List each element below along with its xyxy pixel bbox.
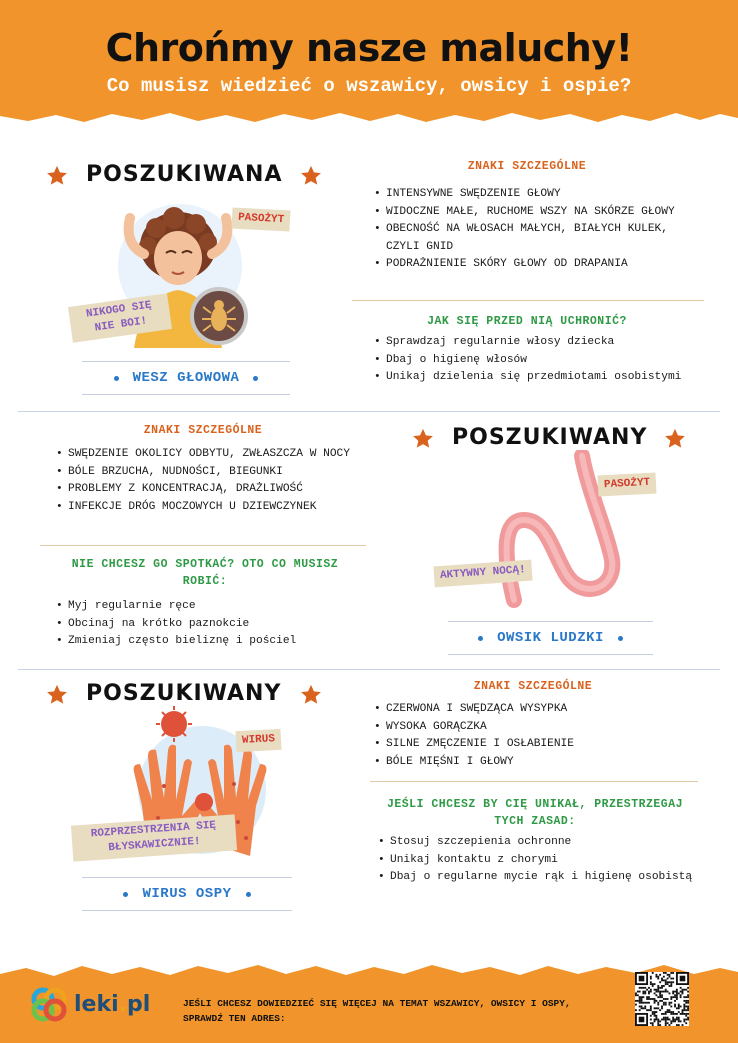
lice-protect-list xyxy=(374,334,694,387)
list-item: • BÓLE MIĘŚNI I GŁOWY xyxy=(374,754,694,772)
divider xyxy=(352,300,704,301)
tag-fearless: NIKOGO SIĘ NIE BOI! xyxy=(68,293,172,343)
bullet-dot xyxy=(123,892,128,897)
bullet-dot xyxy=(253,376,258,381)
list-item: • PODRAŻNIENIE SKÓRY GŁOWY OD DRAPANIA xyxy=(374,256,704,274)
leki-logo-icon xyxy=(30,985,68,1023)
tag-spreads-fast: ROZPRZESTRZENIA SIĘ BŁYSKAWICZNIE! xyxy=(71,814,237,861)
list-item: • Zmieniaj często bieliznę i pościel xyxy=(56,633,366,651)
list-item: • Dbaj o regularne mycie rąk i higienę osobistą xyxy=(378,869,698,887)
pinworm-name-label xyxy=(448,621,653,655)
section-divider xyxy=(18,411,720,412)
tag-parasite: PASOŻYT xyxy=(231,207,290,231)
pinworm-signs-title: ZNAKI SZCZEGÓLNE xyxy=(143,424,263,437)
list-item: • SWĘDZENIE OKOLICY ODBYTU, ZWŁASZCZA W NOCY xyxy=(56,446,366,464)
tag-night-active: AKTYWNY NOCĄ! xyxy=(433,560,532,588)
bullet-dot xyxy=(618,636,623,641)
list-item: • WYSOKA GORĄCZKA xyxy=(374,719,694,737)
page-subtitle: Co musisz wiedzieć o wszawicy, owsicy i ospie? xyxy=(106,75,632,97)
logo-dot: . xyxy=(118,991,127,1017)
qr-code[interactable] xyxy=(635,972,689,1026)
logo-tld: pl xyxy=(127,991,151,1017)
tag-parasite: PASOŻYT xyxy=(597,472,656,496)
list-item: • SILNE ZMĘCZENIE I OSŁABIENIE xyxy=(374,736,694,754)
logo-main: leki xyxy=(74,991,119,1017)
lice-protect-title: JAK SIĘ PRZED NIĄ UCHRONIĆ? xyxy=(427,315,627,328)
lice-wanted-heading: POSZUKIWANA xyxy=(86,162,283,187)
list-item: • OBECNOŚĆ NA WŁOSACH MAŁYCH, BIAŁYCH KULEK, CZYLI GNID xyxy=(374,221,704,256)
list-item: • Myj regularnie ręce xyxy=(56,598,366,616)
lice-name-label xyxy=(82,361,290,395)
pinworm-name: OWSIK LUDZKI xyxy=(497,630,604,646)
footer-info-text: JEŚLI CHCESZ DOWIEDZIEĆ SIĘ WIĘCEJ NA TEMAT WSZAWICY, OWSICY I OSPY, SPRAWDŹ TEN ADRES: xyxy=(183,998,571,1024)
star-icon xyxy=(46,684,68,706)
star-icon xyxy=(664,428,686,450)
leki-logo-text xyxy=(74,992,150,1017)
leki-logo[interactable] xyxy=(30,985,150,1023)
list-item: • CZERWONA I SWĘDZĄCA WYSYPKA xyxy=(374,701,694,719)
pox-signs-list xyxy=(374,701,694,771)
list-item: • Unikaj dzielenia się przedmiotami osobistymi xyxy=(374,369,694,387)
divider xyxy=(370,781,698,782)
list-item: • Sprawdzaj regularnie włosy dziecka xyxy=(374,334,694,352)
bullet-dot xyxy=(114,376,119,381)
star-icon xyxy=(46,165,68,187)
page-title: Chrońmy nasze maluchy! xyxy=(105,26,633,70)
lice-name: WESZ GŁOWOWA xyxy=(132,370,240,386)
header-banner xyxy=(0,0,738,150)
divider xyxy=(40,545,366,546)
list-item: • Obcinaj na krótko paznokcie xyxy=(56,616,366,634)
pinworm-protect-title: NIE CHCESZ GO SPOTKAĆ? OTO CO MUSISZ ROBIĆ: xyxy=(71,558,339,588)
tag-virus: WIRUS xyxy=(235,729,281,752)
star-icon xyxy=(412,428,434,450)
bullet-dot xyxy=(246,892,251,897)
pox-name-label xyxy=(82,877,292,911)
star-icon xyxy=(300,684,322,706)
pinworm-protect-list xyxy=(56,598,366,651)
section-divider xyxy=(18,669,720,670)
pox-wanted-heading: POSZUKIWANY xyxy=(86,681,282,706)
pox-signs-title: ZNAKI SZCZEGÓLNE xyxy=(473,680,593,693)
pox-protect-list xyxy=(378,834,698,887)
pox-name: WIRUS OSPY xyxy=(142,886,232,902)
list-item: • Stosuj szczepienia ochronne xyxy=(378,834,698,852)
louse-icon xyxy=(190,287,248,345)
list-item: • PROBLEMY Z KONCENTRACJĄ, DRAŻLIWOŚĆ xyxy=(56,481,366,499)
list-item: • INTENSYWNE SWĘDZENIE GŁOWY xyxy=(374,186,704,204)
lice-signs-title: ZNAKI SZCZEGÓLNE xyxy=(467,160,587,173)
star-icon xyxy=(300,165,322,187)
pinworm-signs-list xyxy=(56,446,366,516)
lice-signs-list xyxy=(374,186,704,274)
pox-protect-title: JEŚLI CHCESZ BY CIĘ UNIKAŁ, PRZESTRZEGAJ TYCH ZASAD: xyxy=(386,798,684,828)
list-item: • INFEKCJE DRÓG MOCZOWYCH U DZIEWCZYNEK xyxy=(56,499,366,517)
pinworm-wanted-heading: POSZUKIWANY xyxy=(452,425,648,450)
list-item: • Unikaj kontaktu z chorymi xyxy=(378,852,698,870)
bullet-dot xyxy=(478,636,483,641)
list-item: • Dbaj o higienę włosów xyxy=(374,352,694,370)
list-item: • BÓLE BRZUCHA, NUDNOŚCI, BIEGUNKI xyxy=(56,464,366,482)
list-item: • WIDOCZNE MAŁE, RUCHOME WSZY NA SKÓRZE GŁOWY xyxy=(374,204,704,222)
